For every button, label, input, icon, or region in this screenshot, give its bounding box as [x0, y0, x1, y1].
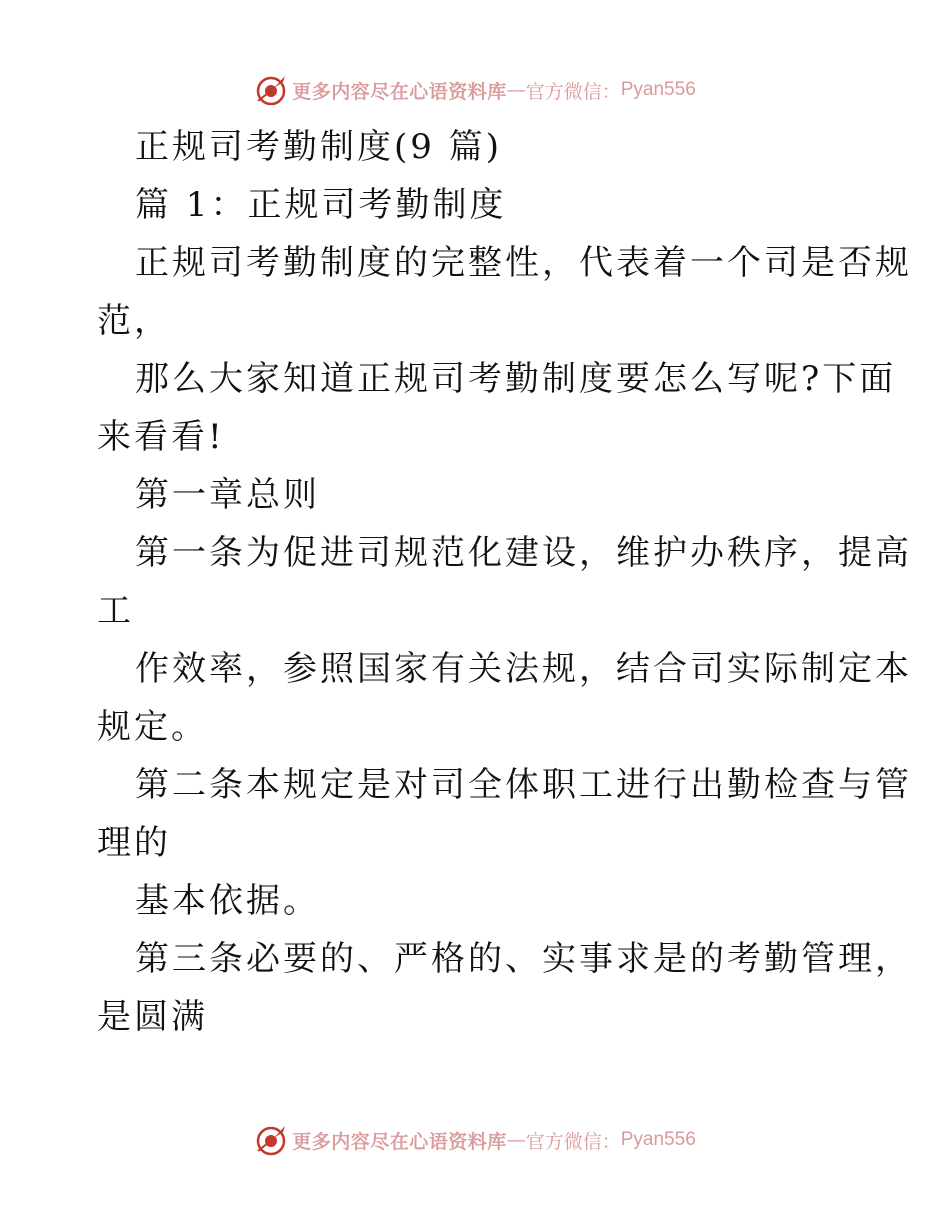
paragraph-line: 理的	[97, 823, 171, 863]
paragraph-line: 第一条为促进司规范化建设，维护办秩序，提高	[135, 533, 912, 573]
banner-dash: —	[506, 79, 526, 101]
chapter-heading: 第一章总则	[135, 475, 320, 515]
banner-dash: —	[506, 1129, 526, 1151]
banner-sub-text: 官方微信：	[525, 80, 621, 103]
paragraph-line: 是圆满	[97, 997, 208, 1037]
header-banner	[0, 70, 950, 110]
banner-main-text: 更多内容尽在心语资料库	[292, 80, 507, 103]
paragraph-line: 第二条本规定是对司全体职工进行出勤检查与管	[135, 765, 912, 805]
document-body	[97, 118, 912, 1046]
paragraph-line: 正规司考勤制度的完整性，代表着一个司是否规	[135, 243, 912, 283]
paragraph-line: 工	[97, 591, 134, 631]
banner-wechat-id: Pyan556	[620, 79, 696, 100]
paragraph-line: 基本依据。	[135, 881, 320, 921]
banner-sub-text: 官方微信：	[525, 1130, 621, 1153]
paragraph-line: 范，	[97, 301, 171, 341]
paragraph-line: 第三条必要的、严格的、实事求是的考勤管理，	[135, 939, 912, 979]
quill-logo-icon	[254, 1123, 288, 1157]
section-heading: 篇 1：正规司考勤制度	[135, 185, 507, 225]
paragraph-line: 规定。	[97, 707, 208, 747]
document-title: 正规司考勤制度(9 篇)	[135, 127, 502, 167]
paragraph-line: 作效率，参照国家有关法规，结合司实际制定本	[135, 649, 912, 689]
banner-wechat-id: Pyan556	[620, 1129, 696, 1150]
quill-logo-icon	[254, 73, 288, 107]
paragraph-line: 那么大家知道正规司考勤制度要怎么写呢?下面	[135, 359, 897, 399]
banner-main-text: 更多内容尽在心语资料库	[292, 1130, 507, 1153]
footer-banner	[0, 1120, 950, 1160]
paragraph-line: 来看看!	[97, 417, 225, 457]
